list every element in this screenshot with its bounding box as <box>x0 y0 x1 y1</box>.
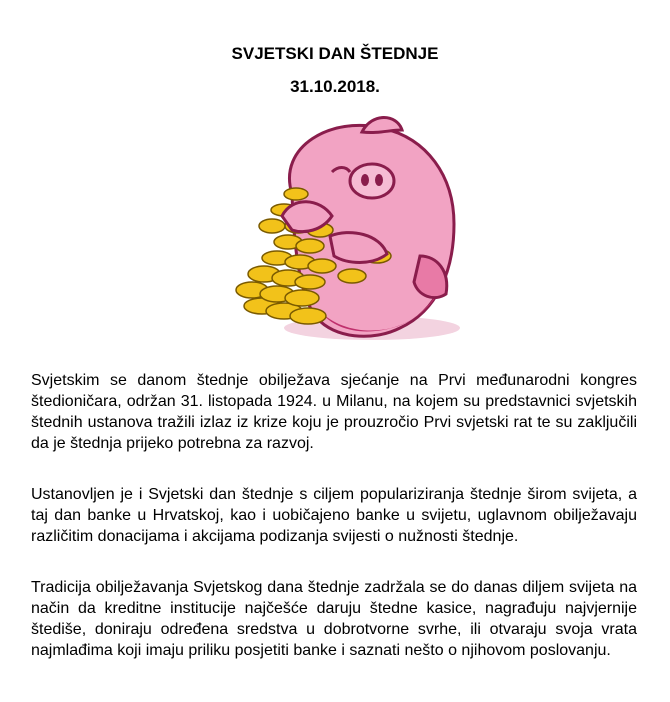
paragraph-2: Ustanovljen je i Svjetski dan štednje s ciljem populariziranja štednje širom svijeta, a taj dan banke u Hrvatskoj, kao i uobičajeno banke u svijetu, uglavnom obilježavaju različitim donacijama i akcijama podizanja svijesti o nužnosti štednje. <box>31 486 637 545</box>
piggy-bank-icon <box>222 106 472 352</box>
paragraph-1: Svjetskim se danom štednje obilježava sjećanje na Prvi međunarodni kongres štedioničara, održan 31. listopada 1924. u Milanu, na kojem su predstavnici svjetskih štednih ustanova tražili izlaz iz krize koju je prouzročio Prvi svjetski rat te su zaključili da je štednja prijeko potrebna za razvoj. <box>31 372 637 452</box>
document-date: 31.10.2018. <box>290 77 380 96</box>
document-title: SVJETSKI DAN ŠTEDNJE <box>231 44 439 63</box>
paragraph-3: Tradicija obilježavanja Svjetskog dana štednje zadržala se do danas diljem svijeta na način da kreditne institucije najčešće daruju štedne kasice, nagrađuju najvjernije štediše, doniraju određena sredstva u dobrotvorne svrhe, ili otvaraju svoja vrata najmlađima koji imaju priliku posjetiti banke i saznati nešto o njihovom poslovanju. <box>31 579 637 659</box>
